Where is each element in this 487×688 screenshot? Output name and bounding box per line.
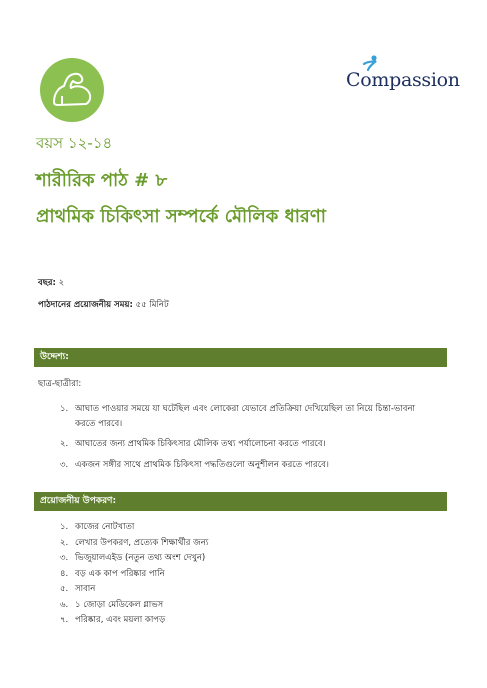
item-text: আঘাত পাওয়ার সময়ে যা ঘটেছিল এবং লোকেরা যেভাবে প্রতিক্রিয়া দেখিয়েছিল তা নিয়ে চিন্তা-ভাবনা করতে পারবে। bbox=[75, 404, 415, 429]
item-number: ২. bbox=[60, 537, 69, 548]
list-item bbox=[36, 402, 436, 431]
time-value: ৫৫ মিনিট bbox=[135, 300, 169, 310]
item-number: ১. bbox=[60, 522, 69, 532]
item-text: আঘাতের জন্য প্রাথমিক চিকিৎসার মৌলিক তথ্য পর্যালোচনা করতে পারবে। bbox=[75, 439, 326, 449]
item-number: ৩. bbox=[60, 553, 69, 563]
item-number: ৭. bbox=[60, 615, 69, 625]
item-text: ভিজুয়ালএইড (নতুন তথ্য অংশ দেখুন) bbox=[75, 553, 206, 563]
item-number: ৪. bbox=[60, 568, 69, 579]
list-item bbox=[36, 520, 436, 535]
brand-name: Compassion bbox=[346, 69, 460, 91]
list-item bbox=[36, 613, 436, 628]
year-line bbox=[38, 276, 64, 290]
time-line bbox=[38, 298, 169, 312]
objectives-intro: ছাত্র-ছাত্রীরা: bbox=[38, 379, 82, 389]
item-number: ৬. bbox=[60, 599, 69, 610]
compassion-logo bbox=[346, 55, 460, 95]
item-number: ২. bbox=[60, 439, 69, 449]
item-text: বড় এক কাপ পরিষ্কার পানি bbox=[75, 568, 165, 579]
list-item bbox=[36, 458, 436, 473]
item-number: ৫. bbox=[60, 584, 69, 594]
item-text: একজন সঙ্গীর সাথে প্রাথমিক চিকিৎসা পদ্ধতিগুলো অনুশীলন করতে পারবে। bbox=[75, 459, 329, 470]
list-item bbox=[36, 567, 436, 582]
age-range: বয়স ১২-১৪ bbox=[36, 134, 113, 152]
item-number: ১. bbox=[60, 404, 69, 414]
list-item bbox=[36, 598, 436, 613]
objectives-list bbox=[36, 402, 436, 478]
materials-list bbox=[36, 520, 436, 629]
year-label: বছর: bbox=[38, 278, 56, 288]
lesson-number: শারীরিক পাঠ # ৮ bbox=[36, 170, 168, 191]
year-value: ২ bbox=[58, 278, 65, 288]
item-text: কাজের নোটখাতা bbox=[75, 522, 135, 532]
item-text: লেখার উপকরণ, প্রত্যেক শিক্ষার্থীর জন্য bbox=[75, 537, 209, 548]
objectives-heading: উদ্দেশ্য: bbox=[34, 348, 447, 367]
page-title: প্রাথমিক চিকিৎসা সম্পর্কে মৌলিক ধারণা bbox=[36, 206, 326, 227]
item-text: সাবান bbox=[75, 584, 96, 594]
list-item bbox=[36, 536, 436, 551]
list-item bbox=[36, 551, 436, 566]
list-item bbox=[36, 437, 436, 452]
materials-heading: প্রয়োজনীয় উপকরণ: bbox=[34, 492, 447, 511]
item-text: পরিষ্কার, এবং ময়লা কাপড় bbox=[75, 615, 166, 625]
list-item bbox=[36, 582, 436, 597]
time-label: পাঠদানের প্রয়োজনীয় সময়: bbox=[38, 300, 133, 310]
item-number: ৩. bbox=[60, 459, 69, 470]
flexed-arm-icon bbox=[40, 58, 104, 122]
item-text: ১ জোড়া মেডিকেল গ্লাভস bbox=[75, 599, 164, 610]
